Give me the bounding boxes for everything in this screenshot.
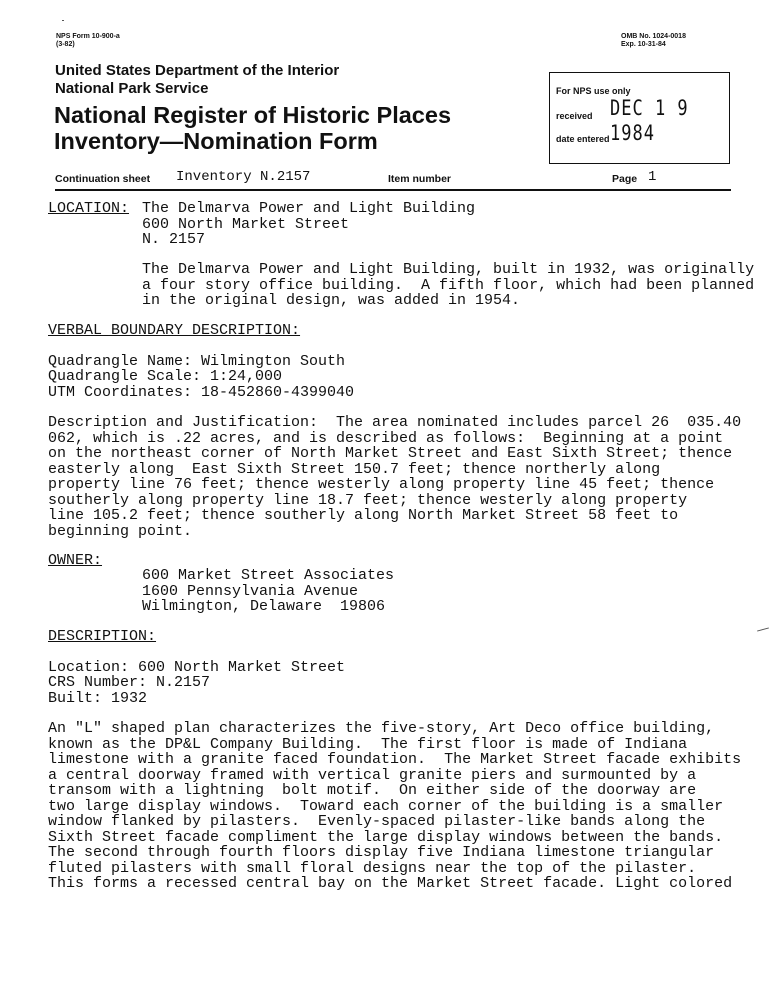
description-line: known as the DP&L Company Building. The first floor is made of Indiana <box>48 735 688 753</box>
date-entered-label: date entered <box>556 134 610 144</box>
owner-line: 1600 Pennsylvania Avenue <box>142 582 359 600</box>
justification-line: Description and Justification: The area nominated includes parcel 26 035.40 <box>48 414 742 431</box>
description-line: window flanked by pilasters. Evenly-spaced pilaster-like bands along the <box>48 813 706 830</box>
justification-line: beginning point. <box>48 522 193 540</box>
location-line: 600 North Market Street <box>142 215 350 233</box>
form-number: NPS Form 10-900-a <box>56 33 120 40</box>
header-divider <box>55 189 731 191</box>
location-line: The Delmarva Power and Light Building <box>142 200 476 217</box>
justification-line: easterly along East Sixth Street 150.7 feet; thence northerly along <box>48 460 661 478</box>
justification-line: line 105.2 feet; thence southerly along North Market Street 58 feet to <box>48 507 679 524</box>
form-date: (3-82) <box>56 41 75 48</box>
location-heading: LOCATION: <box>48 200 130 217</box>
description-heading: DESCRIPTION: <box>48 628 157 645</box>
description-line: limestone with a granite faced foundation. The Market Street facade exhibits <box>48 751 742 768</box>
location-paragraph-line: The Delmarva Power and Light Building, built in 1932, was originally <box>142 261 755 278</box>
description-meta-line: Built: 1932 <box>48 689 148 707</box>
location-line: N. 2157 <box>142 231 206 248</box>
page-number: 1 <box>648 169 657 185</box>
owner-line: Wilmington, Delaware 19806 <box>142 598 386 615</box>
quadrangle-line: Quadrangle Scale: 1:24,000 <box>48 368 283 385</box>
nps-use-label: For NPS use only <box>556 86 631 96</box>
utm-line: UTM Coordinates: 18-452860-4399040 <box>48 383 355 401</box>
justification-line: property line 76 feet; thence westerly along property line 45 feet; thence <box>48 476 715 493</box>
continuation-sheet-value: Inventory N.2157 <box>176 169 311 185</box>
received-date-stamp: DEC 1 9 1984 <box>610 96 689 146</box>
justification-line: on the northeast corner of North Market Street and East Sixth Street; thence <box>48 445 733 462</box>
nps-use-box <box>549 72 730 164</box>
description-line: a central doorway framed with vertical granite piers and surmounted by a <box>48 766 697 784</box>
location-paragraph-line: in the original design, was added in 1954. <box>142 292 521 309</box>
description-meta-line: Location: 600 North Market Street <box>48 658 346 676</box>
form-title-line2: Inventory—Nomination Form <box>54 128 378 154</box>
description-line: two large display windows. Toward each corner of the building is a smaller <box>48 797 724 815</box>
received-label: received <box>556 111 593 121</box>
description-line: An "L" shaped plan characterizes the five-story, Art Deco office building, <box>48 720 715 737</box>
justification-line: 062, which is .22 acres, and is described as follows: Beginning at a point <box>48 429 724 447</box>
boundary-heading: VERBAL BOUNDARY DESCRIPTION: <box>48 322 301 339</box>
margin-mark <box>757 627 769 631</box>
form-title-line1: National Register of Historic Places <box>54 102 452 128</box>
owner-line: 600 Market Street Associates <box>142 567 395 584</box>
omb-number: OMB No. 1024-0018 <box>621 33 686 40</box>
description-line: The second through fourth floors display five Indiana limestone triangular <box>48 844 715 861</box>
department-name: United States Department of the Interior <box>55 62 340 79</box>
description-line: This forms a recessed central bay on the Market Street facade. Light colored <box>48 875 733 892</box>
service-name: National Park Service <box>55 80 209 97</box>
page-label: Page <box>612 173 638 185</box>
location-paragraph-line: a four story office building. A fifth floor, which had been planned <box>142 276 755 294</box>
quadrangle-line: Quadrangle Name: Wilmington South <box>48 352 346 370</box>
scan-speck <box>62 20 64 21</box>
justification-line: southerly along property line 18.7 feet; thence westerly along property <box>48 491 688 509</box>
continuation-sheet-label: Continuation sheet <box>55 173 151 185</box>
item-number-label: Item number <box>388 173 452 185</box>
description-line: transom with a lightning bolt motif. On either side of the doorway are <box>48 782 697 799</box>
description-line: Sixth Street facade compliment the large display windows between the bands. <box>48 828 724 846</box>
description-meta-line: CRS Number: N.2157 <box>48 674 211 691</box>
expiration-date: Exp. 10-31-84 <box>621 41 666 48</box>
owner-heading: OWNER: <box>48 552 103 569</box>
description-line: fluted pilasters with small floral designs near the top of the pilaster. <box>48 859 697 877</box>
